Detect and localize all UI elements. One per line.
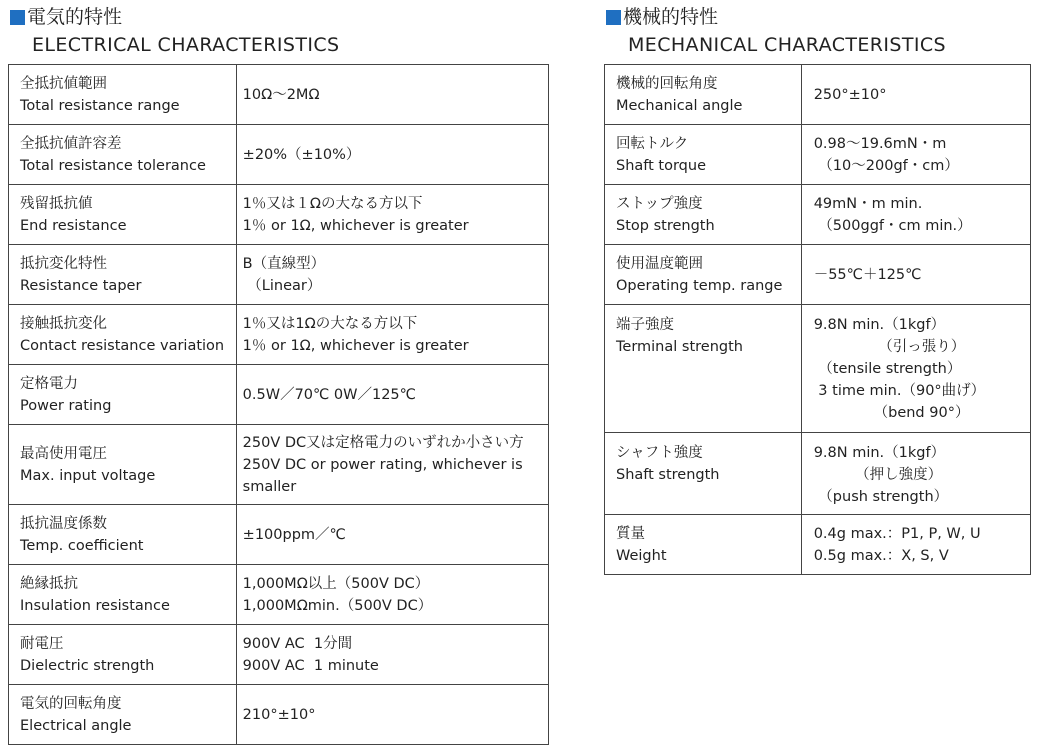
row-value-line: （10～200gf・cm） [813,157,959,174]
row-label [605,185,802,245]
row-label-en: Stop strength [616,217,715,234]
row-value [236,365,548,425]
row-label-jp: 絶縁抵抗 [20,575,78,592]
table-row [9,245,549,305]
table-row [9,305,549,365]
row-value-line: （Linear） [242,277,322,294]
row-label-en: Mechanical angle [616,97,743,114]
table-row [9,625,549,685]
row-value-line: 210°±10° [242,706,316,723]
table-row [9,425,549,505]
row-value-line: smaller [242,478,297,495]
row-label [605,515,802,575]
electrical-heading-en: ELECTRICAL CHARACTERISTICS [32,34,340,56]
row-label-jp: 回転トルク [616,135,689,152]
row-label [9,365,237,425]
row-value [236,305,548,365]
row-label-jp: 端子強度 [616,317,674,333]
row-value [801,65,1030,125]
row-label-jp: 抵抗温度係数 [20,515,107,532]
row-value-line: 250°±10° [813,86,887,103]
row-value-line: 9.8N min.（1kgf） [813,317,946,333]
row-label [605,305,802,433]
row-value-line: 10Ω～2MΩ [242,86,320,103]
row-value-line: （引っ張り） [813,339,966,355]
row-value [236,245,548,305]
table-row [605,433,1031,515]
row-value-line: 1,000MΩmin.（500V DC） [242,597,433,614]
heading-square-icon [10,10,25,25]
row-label-en: Shaft strength [616,467,720,483]
row-label-en: Electrical angle [20,717,132,734]
row-label-en: Total resistance range [20,97,180,114]
row-label-en: Dielectric strength [20,657,155,674]
row-value-line: ±100ppm／℃ [242,526,346,543]
table-row [9,365,549,425]
row-label-en: End resistance [20,217,127,234]
row-label-jp: 接触抵抗変化 [20,315,107,332]
row-value-line: 1％ or 1Ω, whichever is greater [242,337,469,354]
row-label [605,433,802,515]
row-value [236,625,548,685]
mechanical-table [604,64,1031,575]
row-label-jp: 抵抗変化特性 [20,255,107,272]
row-label-jp: 機械的回転角度 [616,75,718,92]
row-label [9,565,237,625]
row-label-jp: 全抵抗値許容差 [20,135,122,152]
row-value [236,565,548,625]
table-row [9,685,549,745]
row-value-line: 1％又は1Ωの大なる方以下 [242,315,418,332]
row-value-line: ±20%（±10%） [242,146,361,163]
mechanical-heading [606,5,718,29]
table-row [605,185,1031,245]
row-label [9,125,237,185]
row-value-line: 1％又は１Ωの大なる方以下 [242,195,423,212]
row-value [801,185,1030,245]
row-value-line: （tensile strength） [813,361,962,377]
table-row [9,565,549,625]
row-value-line: 1％ or 1Ω, whichever is greater [242,217,469,234]
row-value [236,65,548,125]
row-value [236,125,548,185]
row-value-line: 0.5g max.：X, S, V [813,547,949,564]
row-label [9,685,237,745]
table-row [9,185,549,245]
row-label-en: Power rating [20,397,112,414]
table-row [605,65,1031,125]
row-label [9,65,237,125]
heading-square-icon [606,10,621,25]
row-value-line: 49mN・m min. [813,195,923,212]
row-value [236,505,548,565]
row-value-line: （押し強度） [813,467,943,483]
row-label-jp: 定格電力 [20,375,78,392]
row-value-line: 0.5W／70℃ 0W／125℃ [242,386,416,403]
row-label-en: Resistance taper [20,277,142,294]
row-value-line: （bend 90°） [813,405,970,421]
mechanical-heading-jp: 機械的特性 [623,6,719,28]
mechanical-heading-en: MECHANICAL CHARACTERISTICS [628,34,946,56]
row-value [801,245,1030,305]
row-value-line: 250V DC or power rating, whichever is [242,456,523,473]
table-row [605,515,1031,575]
row-label-en: Max. input voltage [20,467,156,484]
electrical-table [8,64,549,745]
row-label-jp: 残留抵抗値 [20,195,93,212]
row-label [9,425,237,505]
row-value [236,685,548,745]
row-label-en: Weight [616,547,667,564]
row-label-jp: ストップ強度 [616,195,703,212]
row-value-line: B（直線型） [242,255,326,272]
row-value-line: 3 time min.（90°曲げ） [813,383,986,399]
row-value-line: 9.8N min.（1kgf） [813,445,946,461]
table-row [605,125,1031,185]
row-label [9,185,237,245]
row-label-en: Terminal strength [616,339,743,355]
table-row [9,125,549,185]
row-label [9,305,237,365]
row-label [9,245,237,305]
row-value [236,185,548,245]
row-label-jp: 最高使用電圧 [20,445,107,462]
row-label [9,625,237,685]
row-label-en: Insulation resistance [20,597,170,614]
row-label [605,125,802,185]
row-label [605,65,802,125]
row-value [801,305,1030,433]
table-row [605,305,1031,433]
row-value-line: 0.4g max.：P1, P, W, U [813,525,981,542]
table-row [9,505,549,565]
row-label-jp: 電気的回転角度 [20,695,122,712]
row-label-jp: 耐電圧 [20,635,64,652]
row-label-en: Contact resistance variation [20,337,225,354]
row-label [9,505,237,565]
row-label-jp: 使用温度範囲 [616,255,703,272]
row-label-jp: 質量 [616,525,645,542]
row-value [801,515,1030,575]
row-label-en: Operating temp. range [616,277,783,294]
row-value-line: 250V DC又は定格電力のいずれか小さい方 [242,434,524,451]
row-value-line: 900V AC 1分間 [242,635,353,652]
row-label-jp: 全抵抗値範囲 [20,75,107,92]
row-value [236,425,548,505]
row-label-en: Temp. coefficient [20,537,144,554]
row-label-en: Shaft torque [616,157,707,174]
row-value-line: 1,000MΩ以上（500V DC） [242,575,430,592]
electrical-heading-jp: 電気的特性 [27,6,123,28]
row-value-line: （push strength） [813,489,949,505]
row-value-line: （500ggf・cm min.） [813,217,972,234]
row-label-jp: シャフト強度 [616,445,703,461]
table-row [9,65,549,125]
row-value-line: 900V AC 1 minute [242,657,379,674]
row-value [801,125,1030,185]
row-label-en: Total resistance tolerance [20,157,206,174]
row-value-line: 0.98～19.6mN・m [813,135,947,152]
row-value [801,433,1030,515]
electrical-heading [10,5,122,29]
row-value-line: －55℃＋125℃ [813,266,922,283]
row-label [605,245,802,305]
table-row [605,245,1031,305]
